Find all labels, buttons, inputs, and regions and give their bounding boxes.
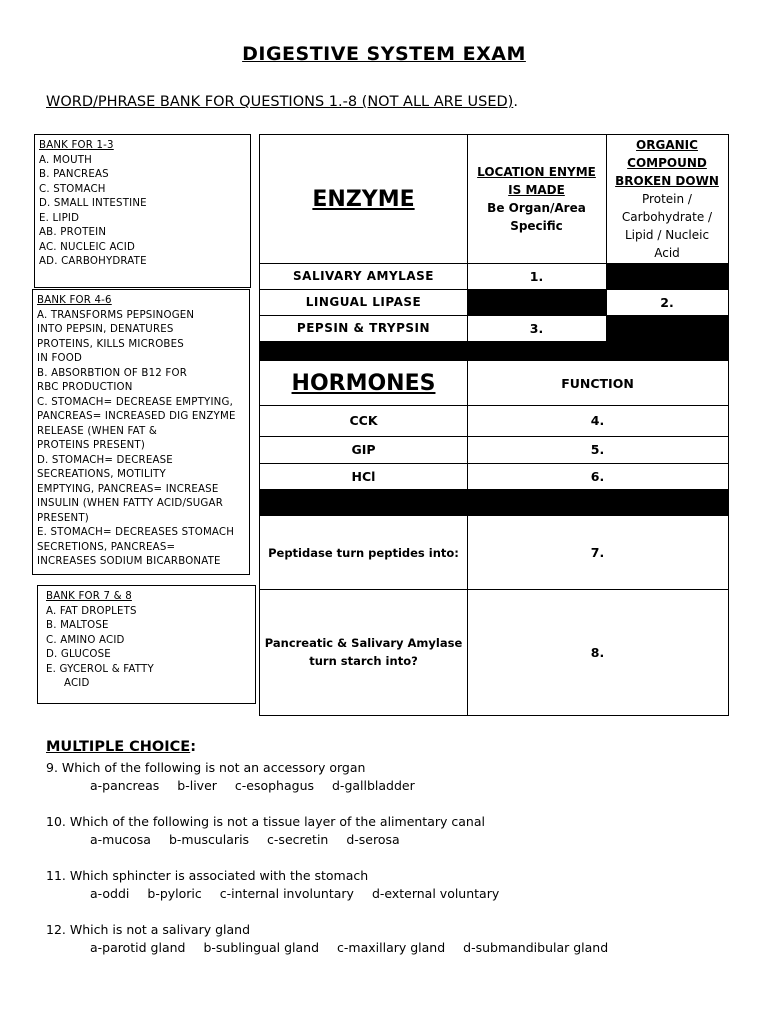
bank-4-6-line: PROTEINS PRESENT) [37, 440, 146, 451]
bank-7-8-title: BANK FOR 7 & 8 [46, 591, 132, 602]
bank-7-8-item: A. FAT DROPLETS [46, 605, 137, 617]
hormone-name: HCl [351, 468, 376, 484]
bank-1-3-item: AB. PROTEIN [39, 227, 107, 238]
bank-1-3-item: AD. CARBOHYDRATE [39, 256, 147, 267]
bank-4-6-line: E. STOMACH= DECREASES STOMACH [37, 527, 235, 538]
bank-4-6-line: INTO PEPSIN, DENATURES [37, 324, 174, 335]
location-header-line: Specific [510, 219, 563, 233]
answer-options [46, 885, 513, 903]
organic-answer-2[interactable]: 2. [660, 294, 674, 310]
answer-option[interactable]: d-serosa [346, 832, 400, 847]
bank-heading-text: WORD/PHRASE BANK FOR QUESTIONS 1.-8 (NOT ALL ARE USED) [46, 94, 514, 110]
answer-option[interactable]: b-sublingual gland [203, 940, 320, 955]
blank-filled-cell [606, 263, 728, 289]
bank-1-3-item: D. SMALL INTESTINE [39, 198, 147, 209]
bank-4-6-line: SECRETIONS, PANCREAS= [37, 541, 176, 553]
answer-option[interactable]: c-esophagus [234, 778, 315, 793]
answer-option[interactable]: b-muscularis [168, 832, 250, 847]
bank-1-3-item: AC. NUCLEIC ACID [39, 241, 135, 253]
answer-option[interactable]: b-pyloric [147, 886, 202, 901]
answer-option[interactable]: d-gallbladder [332, 778, 415, 793]
page-title: DIGESTIVE SYSTEM EXAM [242, 43, 526, 65]
bank-4-6-line: C. STOMACH= DECREASE EMPTYING, [37, 396, 234, 408]
bank-4-6-title: BANK FOR 4-6 [37, 295, 112, 306]
question-11 [46, 867, 513, 903]
answer-option[interactable]: d-submandibular gland [463, 940, 609, 955]
answer-option[interactable]: c-secretin [267, 832, 329, 847]
hormones-header: HORMONES [291, 370, 436, 396]
answer-option[interactable]: a-oddi [90, 886, 130, 901]
enzyme-name: LINGUAL LIPASE [305, 295, 422, 309]
bank-4-6-line: RBC PRODUCTION [37, 382, 133, 393]
enzyme-name: SALIVARY AMYLASE [293, 269, 434, 283]
bank-1-3-item: E. LIPID [39, 212, 80, 224]
bank-4-6-line: A. TRANSFORMS PEPSINOGEN [37, 309, 195, 321]
question-text: 9. Which of the following is not an accessory organ [46, 760, 366, 775]
answer-options [46, 831, 485, 849]
answer-options [46, 777, 429, 795]
multiple-choice-heading-text: MULTIPLE CHOICE [46, 739, 191, 755]
bank-1-3-item: A. MOUTH [39, 154, 93, 166]
bank-4-6-line: PRESENT) [37, 512, 89, 524]
bank-4-6-line: PANCREAS= INCREASED DIG ENZYME [37, 411, 236, 422]
bank-heading [46, 94, 518, 110]
answer-option[interactable]: c-maxillary gland [337, 940, 446, 955]
bank-1-3-title: BANK FOR 1-3 [39, 140, 114, 151]
organic-header-line: Acid [654, 246, 680, 260]
location-header [467, 135, 606, 263]
blank-filled-cell [467, 289, 607, 315]
function-header: FUNCTION [561, 375, 634, 391]
hormone-name: CCK [349, 413, 378, 428]
answer-table [259, 134, 729, 716]
question-9 [46, 759, 429, 795]
location-header-line: LOCATION ENYME [477, 165, 596, 179]
q8-prompt-line: turn starch into? [309, 654, 418, 668]
q8-prompt [260, 589, 467, 715]
bank-4-6-line: RELEASE (WHEN FAT & [37, 425, 158, 437]
multiple-choice-heading-suffix: : [190, 739, 197, 755]
organic-header-line: Lipid / Nucleic [624, 228, 710, 242]
separator-bar [260, 489, 728, 516]
blank-filled-cell [606, 315, 728, 341]
answer-option[interactable]: d-external voluntary [371, 886, 500, 901]
organic-header-line: Protein / [642, 192, 692, 206]
question-text: 11. Which sphincter is associated with the stomach [46, 868, 369, 883]
enzyme-header: ENZYME [312, 186, 415, 212]
bank-4-6-line: D. STOMACH= DECREASE [37, 454, 173, 466]
separator-bar [260, 341, 728, 361]
question-10 [46, 813, 485, 849]
q7-prompt: Peptidase turn peptides into: [268, 545, 459, 560]
location-header-line: IS MADE [508, 183, 565, 197]
enzyme-name: PEPSIN & TRYPSIN [296, 321, 431, 335]
bank-4-6-line: B. ABSORBTION OF B12 FOR [37, 367, 187, 379]
answer-option[interactable]: a-parotid gland [90, 940, 186, 955]
q7-answer[interactable]: 7. [590, 545, 605, 560]
answer-option[interactable]: a-pancreas [90, 778, 160, 793]
location-answer-1[interactable]: 1. [529, 268, 544, 284]
bank-7-8-item: C. AMINO ACID [46, 634, 125, 646]
bank-7-8-item: B. MALTOSE [46, 620, 109, 631]
organic-header-line: COMPOUND [627, 156, 707, 170]
bank-7-8-item: D. GLUCOSE [46, 649, 111, 660]
bank-4-6-line: IN FOOD [37, 353, 83, 364]
bank-4-6-box [32, 289, 250, 575]
bank-1-3-item: C. STOMACH [39, 183, 106, 195]
hormone-name: GIP [351, 442, 376, 457]
function-answer-5[interactable]: 5. [590, 442, 605, 457]
bank-7-8-item: ACID [64, 678, 90, 689]
location-header-line: Be Organ/Area [487, 201, 586, 215]
bank-4-6-line: INCREASES SODIUM BICARBONATE [37, 556, 221, 567]
answer-option[interactable]: a-mucosa [90, 832, 151, 847]
answer-options [46, 939, 622, 957]
question-text: 12. Which is not a salivary gland [46, 922, 251, 937]
q8-prompt-line: Pancreatic & Salivary Amylase [264, 636, 463, 650]
organic-header [606, 135, 728, 263]
q8-answer[interactable]: 8. [590, 644, 605, 660]
location-answer-3[interactable]: 3. [529, 320, 544, 336]
question-12 [46, 921, 622, 957]
function-answer-6[interactable]: 6. [590, 468, 605, 484]
answer-option[interactable]: c-internal involuntary [219, 886, 354, 901]
bank-1-3-item: B. PANCREAS [39, 169, 109, 180]
answer-option[interactable]: b-liver [177, 778, 217, 793]
bank-1-3-box [34, 134, 251, 288]
organic-header-line: BROKEN DOWN [615, 174, 719, 188]
function-answer-4[interactable]: 4. [590, 413, 605, 428]
organic-header-line: ORGANIC [636, 138, 698, 152]
bank-4-6-line: EMPTYING, PANCREAS= INCREASE [37, 483, 219, 495]
question-text: 10. Which of the following is not a tissue layer of the alimentary canal [46, 814, 485, 829]
bank-4-6-line: INSULIN (WHEN FATTY ACID/SUGAR [37, 498, 223, 509]
organic-header-line: Carbohydrate / [621, 210, 713, 224]
multiple-choice-heading [46, 739, 196, 755]
bank-4-6-line: SECREATIONS, MOTILITY [37, 469, 166, 480]
bank-7-8-box [37, 585, 256, 704]
bank-7-8-item: E. GYCEROL & FATTY [46, 663, 154, 675]
bank-heading-suffix: . [513, 94, 518, 110]
bank-4-6-line: PROTEINS, KILLS MICROBES [37, 338, 184, 350]
